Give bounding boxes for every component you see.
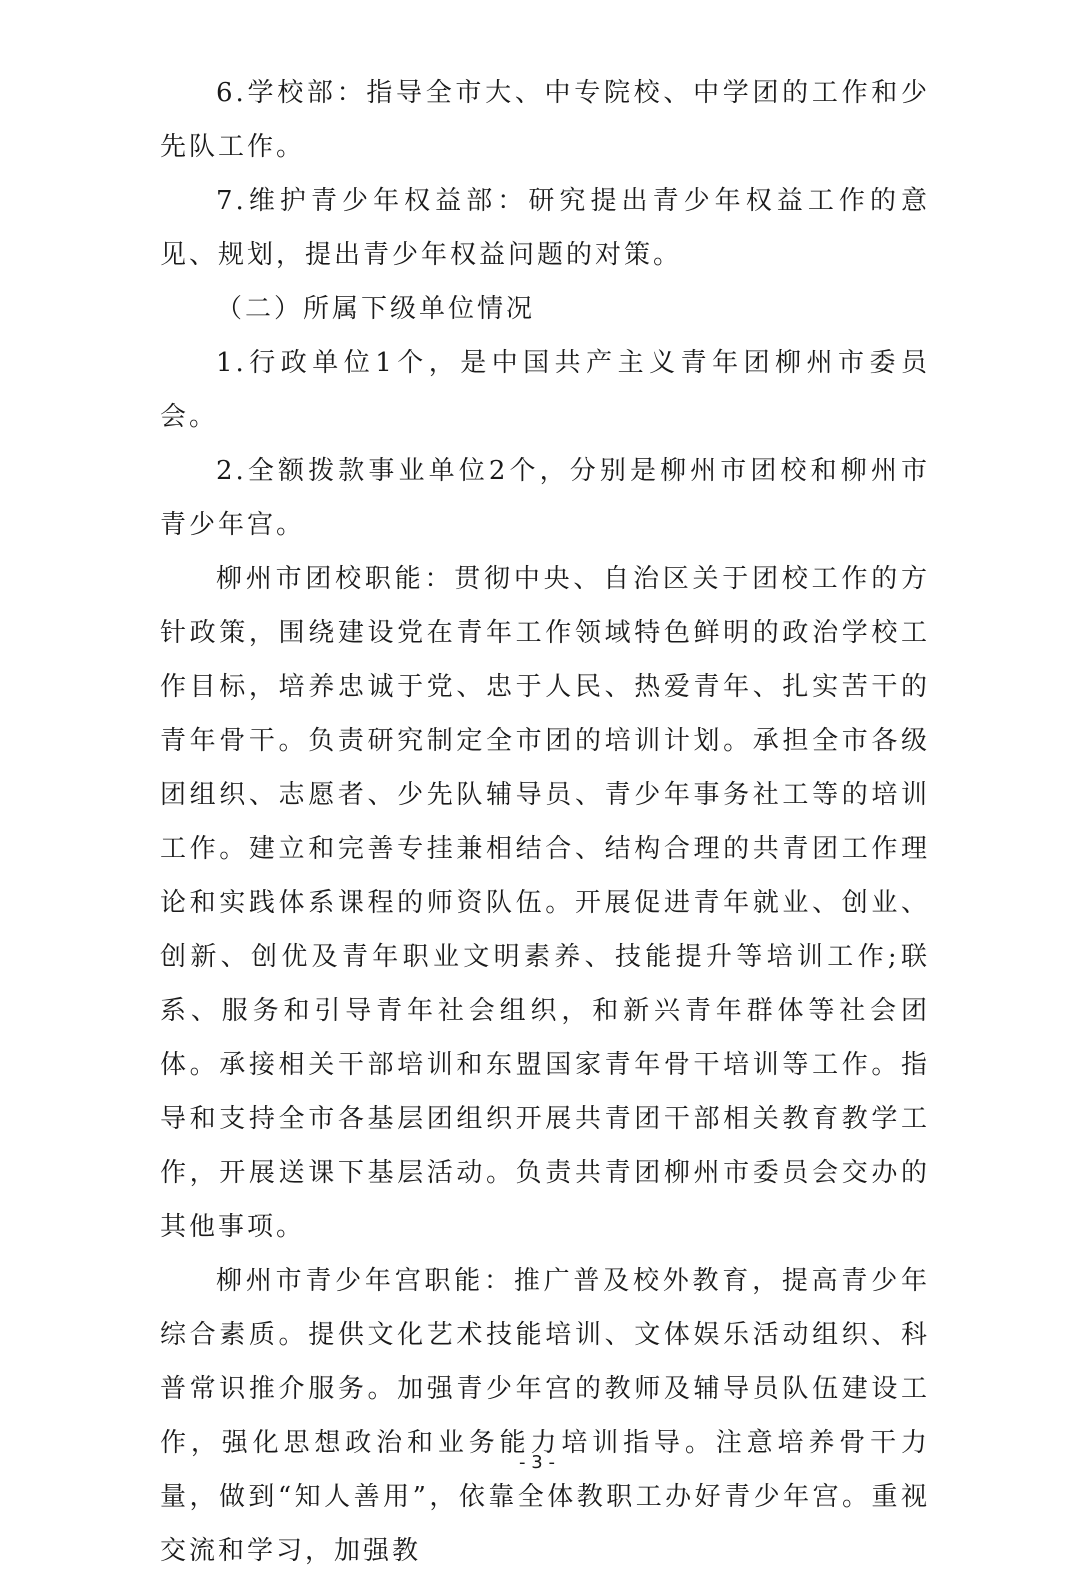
page-number: - 3 - <box>519 1452 555 1473</box>
paragraph-funded-units: 2.全额拨款事业单位2个，分别是柳州市团校和柳州市青少年宫。 <box>160 456 930 540</box>
paragraph-admin-unit: 1.行政单位1个，是中国共产主义青年团柳州市委员会。 <box>160 348 930 432</box>
paragraph-league-school-functions: 柳州市团校职能：贯彻中央、自治区关于团校工作的方针政策，围绕建设党在青年工作领域特色鲜明的政治学校工作目标，培养忠诚于党、忠于人民、热爱青年、扎实苦干的青年骨干。负责研究制定全市团的培训计划。承担全市各级团组织、志愿者、少先队辅导员、青少年事务社工等的培训工作。建立和完善专挂兼相结合、结构合理的共青团工作理论和实践体系课程的师资队伍。开展促进青年就业、创业、创新、创优及青年职业文明素养、技能提升等培训工作;联系、服务和引导青年社会组织，和新兴青年群体等社会团体。承接相关干部培训和东盟国家青年骨干培训等工作。指导和支持全市各基层团组织开展共青团干部相关教育教学工作，开展送课下基层活动。负责共青团柳州市委员会交办的其他事项。 <box>160 564 930 1242</box>
paragraph-youth-palace-functions: 柳州市青少年宫职能：推广普及校外教育，提高青少年综合素质。提供文化艺术技能培训、文体娱乐活动组织、科普常识推介服务。加强青少年宫的教师及辅导员队伍建设工作，强化思想政治和业务能力培训指导。注意培养骨干力量，做到“知人善用”，依靠全体教职工办好青少年宫。重视交流和学习，加强教 <box>160 1266 930 1566</box>
paragraph-school-department: 6.学校部：指导全市大、中专院校、中学团的工作和少先队工作。 <box>160 78 930 162</box>
document-body <box>160 66 930 1578</box>
paragraph-youth-rights-department: 7.维护青少年权益部：研究提出青少年权益工作的意见、规划，提出青少年权益问题的对策。 <box>160 186 930 270</box>
section-heading: （二）所属下级单位情况 <box>216 294 536 324</box>
